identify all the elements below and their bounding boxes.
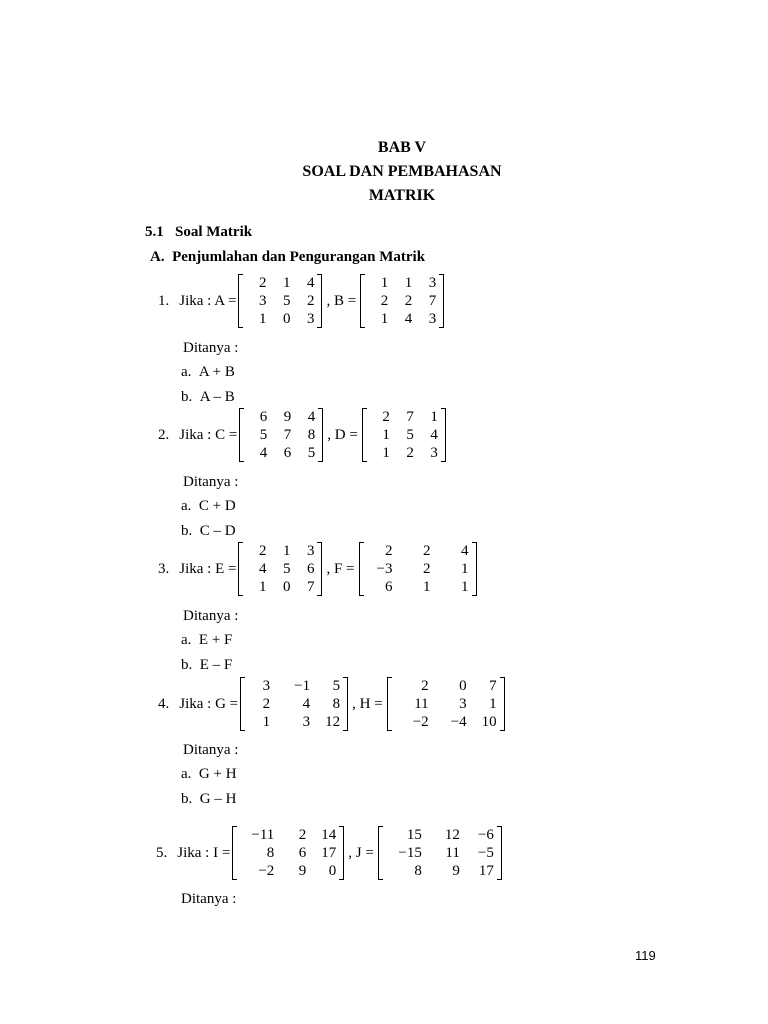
right-bracket xyxy=(343,677,348,731)
matrix-cell: 2 xyxy=(258,543,267,559)
matrix-cell: 7 xyxy=(489,678,497,694)
matrix-cell: 5 xyxy=(332,678,341,694)
ditanya-4: Ditanya : xyxy=(183,742,239,758)
matrix-cell: 11 xyxy=(445,845,460,861)
matrix-cell: 0 xyxy=(459,678,467,694)
option-text: E – F xyxy=(199,657,233,673)
matrix xyxy=(387,677,505,731)
option-letter: a. xyxy=(181,766,192,782)
matrix-cell: 8 xyxy=(307,427,316,443)
matrix xyxy=(239,408,323,462)
matrix-cell: −4 xyxy=(450,714,467,730)
matrix-cell: −3 xyxy=(376,561,393,577)
matrix-cell: 1 xyxy=(461,579,469,595)
matrix-cell: 4 xyxy=(461,543,469,559)
matrix-cell: 2 xyxy=(406,445,414,461)
option-letter: b. xyxy=(181,791,193,807)
option-text: C + D xyxy=(198,498,236,514)
matrix-label-left: Jika : I = xyxy=(177,844,231,861)
option-letter: a. xyxy=(181,364,192,380)
matrix-grid xyxy=(243,274,317,328)
matrix-cell: 6 xyxy=(259,409,268,425)
matrix xyxy=(232,826,344,880)
matrix-cell: 5 xyxy=(259,427,268,443)
right-bracket xyxy=(441,408,446,462)
option-text: A – B xyxy=(199,389,235,405)
problem-3 xyxy=(158,542,477,596)
ditanya-3: Ditanya : xyxy=(183,608,239,624)
matrix-cell: 2 xyxy=(423,543,431,559)
option-text: C – D xyxy=(199,523,236,539)
matrix-cell: 17 xyxy=(321,845,337,861)
matrix-grid xyxy=(365,274,439,328)
chapter-label: BAB V xyxy=(377,139,427,156)
matrix-cell: 17 xyxy=(478,863,494,879)
ditanya-5: Ditanya : xyxy=(181,891,237,907)
matrix-cell: 0 xyxy=(328,863,337,879)
right-bracket xyxy=(317,274,322,328)
matrix-cell: 0 xyxy=(282,579,291,595)
matrix xyxy=(378,826,502,880)
right-bracket xyxy=(500,677,505,731)
matrix-cell: −15 xyxy=(398,845,422,861)
matrix-cell: 3 xyxy=(459,696,467,712)
matrix-cell: 6 xyxy=(306,561,315,577)
option-letter: a. xyxy=(181,498,192,514)
matrix-cell: 7 xyxy=(306,579,315,595)
option-a-1 xyxy=(181,364,235,381)
matrix-cell: 3 xyxy=(306,543,315,559)
matrix-cell: 5 xyxy=(282,293,291,309)
matrix-cell: 4 xyxy=(404,311,413,327)
matrix-cell: −11 xyxy=(251,827,275,843)
matrix-label-left: Jika : A = xyxy=(179,292,237,309)
matrix-cell: 1 xyxy=(382,445,390,461)
matrix-cell: 8 xyxy=(332,696,341,712)
option-b-2 xyxy=(181,523,236,540)
matrix-cell: 2 xyxy=(298,827,307,843)
matrix-cell: −6 xyxy=(477,827,494,843)
matrix-cell: 5 xyxy=(406,427,414,443)
problem-number: 5. xyxy=(156,844,168,861)
matrix-cell: 14 xyxy=(321,827,337,843)
option-letter: a. xyxy=(181,632,192,648)
matrix-cell: 1 xyxy=(262,714,271,730)
matrix-cell: 12 xyxy=(325,714,341,730)
matrix-cell: 3 xyxy=(302,714,311,730)
option-b-1 xyxy=(181,389,235,406)
chapter-title: SOAL DAN PEMBAHASAN xyxy=(302,163,502,180)
matrix-grid xyxy=(364,542,472,596)
matrix-cell: 6 xyxy=(283,445,292,461)
problem-5 xyxy=(156,826,502,880)
matrix-cell: 1 xyxy=(282,543,291,559)
matrix-cell: 2 xyxy=(382,409,390,425)
matrix-cell: 1 xyxy=(461,561,469,577)
option-b-3 xyxy=(181,657,232,674)
section-heading xyxy=(145,224,252,241)
option-text: A + B xyxy=(198,364,235,380)
matrix-grid xyxy=(237,826,339,880)
matrix-cell: 2 xyxy=(306,293,315,309)
matrix-cell: 5 xyxy=(282,561,291,577)
matrix-cell: 1 xyxy=(258,311,267,327)
right-bracket xyxy=(318,408,323,462)
option-letter: b. xyxy=(181,389,193,405)
matrix-grid xyxy=(245,677,343,731)
matrix-label-right: , F = xyxy=(326,560,355,577)
matrix-label-right: , J = xyxy=(348,844,374,861)
matrix-cell: 9 xyxy=(298,863,307,879)
matrix-cell: 11 xyxy=(414,696,429,712)
option-b-4 xyxy=(181,791,236,808)
matrix xyxy=(362,408,446,462)
matrix-cell: −1 xyxy=(294,678,311,694)
matrix-cell: −5 xyxy=(477,845,494,861)
matrix-cell: 5 xyxy=(307,445,316,461)
option-a-4 xyxy=(181,766,237,783)
ditanya-1: Ditanya : xyxy=(183,340,239,356)
problem-number: 4. xyxy=(158,695,170,712)
right-bracket xyxy=(497,826,502,880)
matrix xyxy=(240,677,348,731)
matrix-cell: 12 xyxy=(444,827,460,843)
matrix-cell: 1 xyxy=(404,275,413,291)
matrix-cell: 9 xyxy=(283,409,292,425)
problem-number: 1. xyxy=(158,292,170,309)
matrix-cell: 6 xyxy=(298,845,307,861)
matrix-cell: −2 xyxy=(258,863,275,879)
matrix-grid xyxy=(367,408,441,462)
option-text: G + H xyxy=(198,766,237,782)
matrix-cell: 2 xyxy=(258,275,267,291)
matrix-cell: 10 xyxy=(481,714,497,730)
matrix-cell: 1 xyxy=(258,579,267,595)
matrix-cell: 6 xyxy=(385,579,393,595)
matrix-cell: 8 xyxy=(266,845,275,861)
matrix-cell: 4 xyxy=(302,696,311,712)
ditanya-2: Ditanya : xyxy=(183,474,239,490)
matrix xyxy=(359,542,477,596)
matrix-cell: 2 xyxy=(380,293,389,309)
matrix-cell: 1 xyxy=(382,427,390,443)
problem-number: 2. xyxy=(158,426,170,443)
matrix-cell: 4 xyxy=(306,275,315,291)
matrix-cell: 3 xyxy=(306,311,315,327)
right-bracket xyxy=(439,274,444,328)
matrix-cell: 4 xyxy=(258,561,267,577)
option-a-2 xyxy=(181,498,236,515)
matrix-cell: 1 xyxy=(423,579,431,595)
matrix-cell: 2 xyxy=(423,561,431,577)
option-letter: b. xyxy=(181,657,193,673)
problem-number: 3. xyxy=(158,560,170,577)
option-text: G – H xyxy=(199,791,237,807)
matrix-cell: 2 xyxy=(404,293,413,309)
matrix-cell: 8 xyxy=(414,863,422,879)
matrix-cell: 3 xyxy=(258,293,267,309)
option-text: E + F xyxy=(198,632,233,648)
matrix-grid xyxy=(392,677,500,731)
matrix-cell: 2 xyxy=(385,543,393,559)
matrix-grid xyxy=(244,408,318,462)
matrix-cell: 9 xyxy=(452,863,460,879)
matrix-label-left: Jika : G = xyxy=(179,695,239,712)
matrix-cell: 3 xyxy=(428,275,437,291)
chapter-subtitle: MATRIK xyxy=(368,187,436,204)
matrix-cell: −2 xyxy=(412,714,429,730)
option-a-3 xyxy=(181,632,232,649)
problem-4 xyxy=(158,677,505,731)
problem-2 xyxy=(158,408,446,462)
matrix-label-left: Jika : C = xyxy=(179,426,238,443)
matrix xyxy=(360,274,444,328)
matrix-label-left: Jika : E = xyxy=(179,560,237,577)
matrix-grid xyxy=(383,826,497,880)
problem-1 xyxy=(158,274,444,328)
matrix-cell: 2 xyxy=(262,696,271,712)
right-bracket xyxy=(339,826,344,880)
section-number: 5.1 xyxy=(145,224,164,240)
right-bracket xyxy=(472,542,477,596)
matrix-cell: 1 xyxy=(489,696,497,712)
matrix-cell: 4 xyxy=(259,445,268,461)
matrix-cell: 7 xyxy=(406,409,414,425)
matrix-label-right: , D = xyxy=(327,426,358,443)
matrix-cell: 4 xyxy=(307,409,316,425)
matrix-grid xyxy=(243,542,317,596)
matrix-cell: 3 xyxy=(262,678,271,694)
matrix xyxy=(238,274,322,328)
page-number: 119 xyxy=(635,948,656,963)
matrix-cell: 3 xyxy=(430,445,438,461)
matrix-cell: 1 xyxy=(282,275,291,291)
matrix-cell: 4 xyxy=(430,427,438,443)
subsection-title: Penjumlahan dan Pengurangan Matrik xyxy=(172,249,426,265)
right-bracket xyxy=(317,542,322,596)
matrix-cell: 1 xyxy=(380,275,389,291)
matrix-cell: 7 xyxy=(428,293,437,309)
option-letter: b. xyxy=(181,523,193,539)
matrix-cell: 15 xyxy=(406,827,422,843)
matrix-label-right: , B = xyxy=(326,292,357,309)
section-title: Soal Matrik xyxy=(175,224,253,240)
matrix-cell: 1 xyxy=(380,311,389,327)
matrix-cell: 2 xyxy=(421,678,429,694)
matrix-cell: 7 xyxy=(283,427,292,443)
subsection-heading xyxy=(150,249,425,266)
subsection-letter: A. xyxy=(150,249,165,265)
matrix-cell: 1 xyxy=(430,409,438,425)
matrix-cell: 0 xyxy=(282,311,291,327)
matrix xyxy=(238,542,322,596)
matrix-cell: 3 xyxy=(428,311,437,327)
matrix-label-right: , H = xyxy=(352,695,383,712)
